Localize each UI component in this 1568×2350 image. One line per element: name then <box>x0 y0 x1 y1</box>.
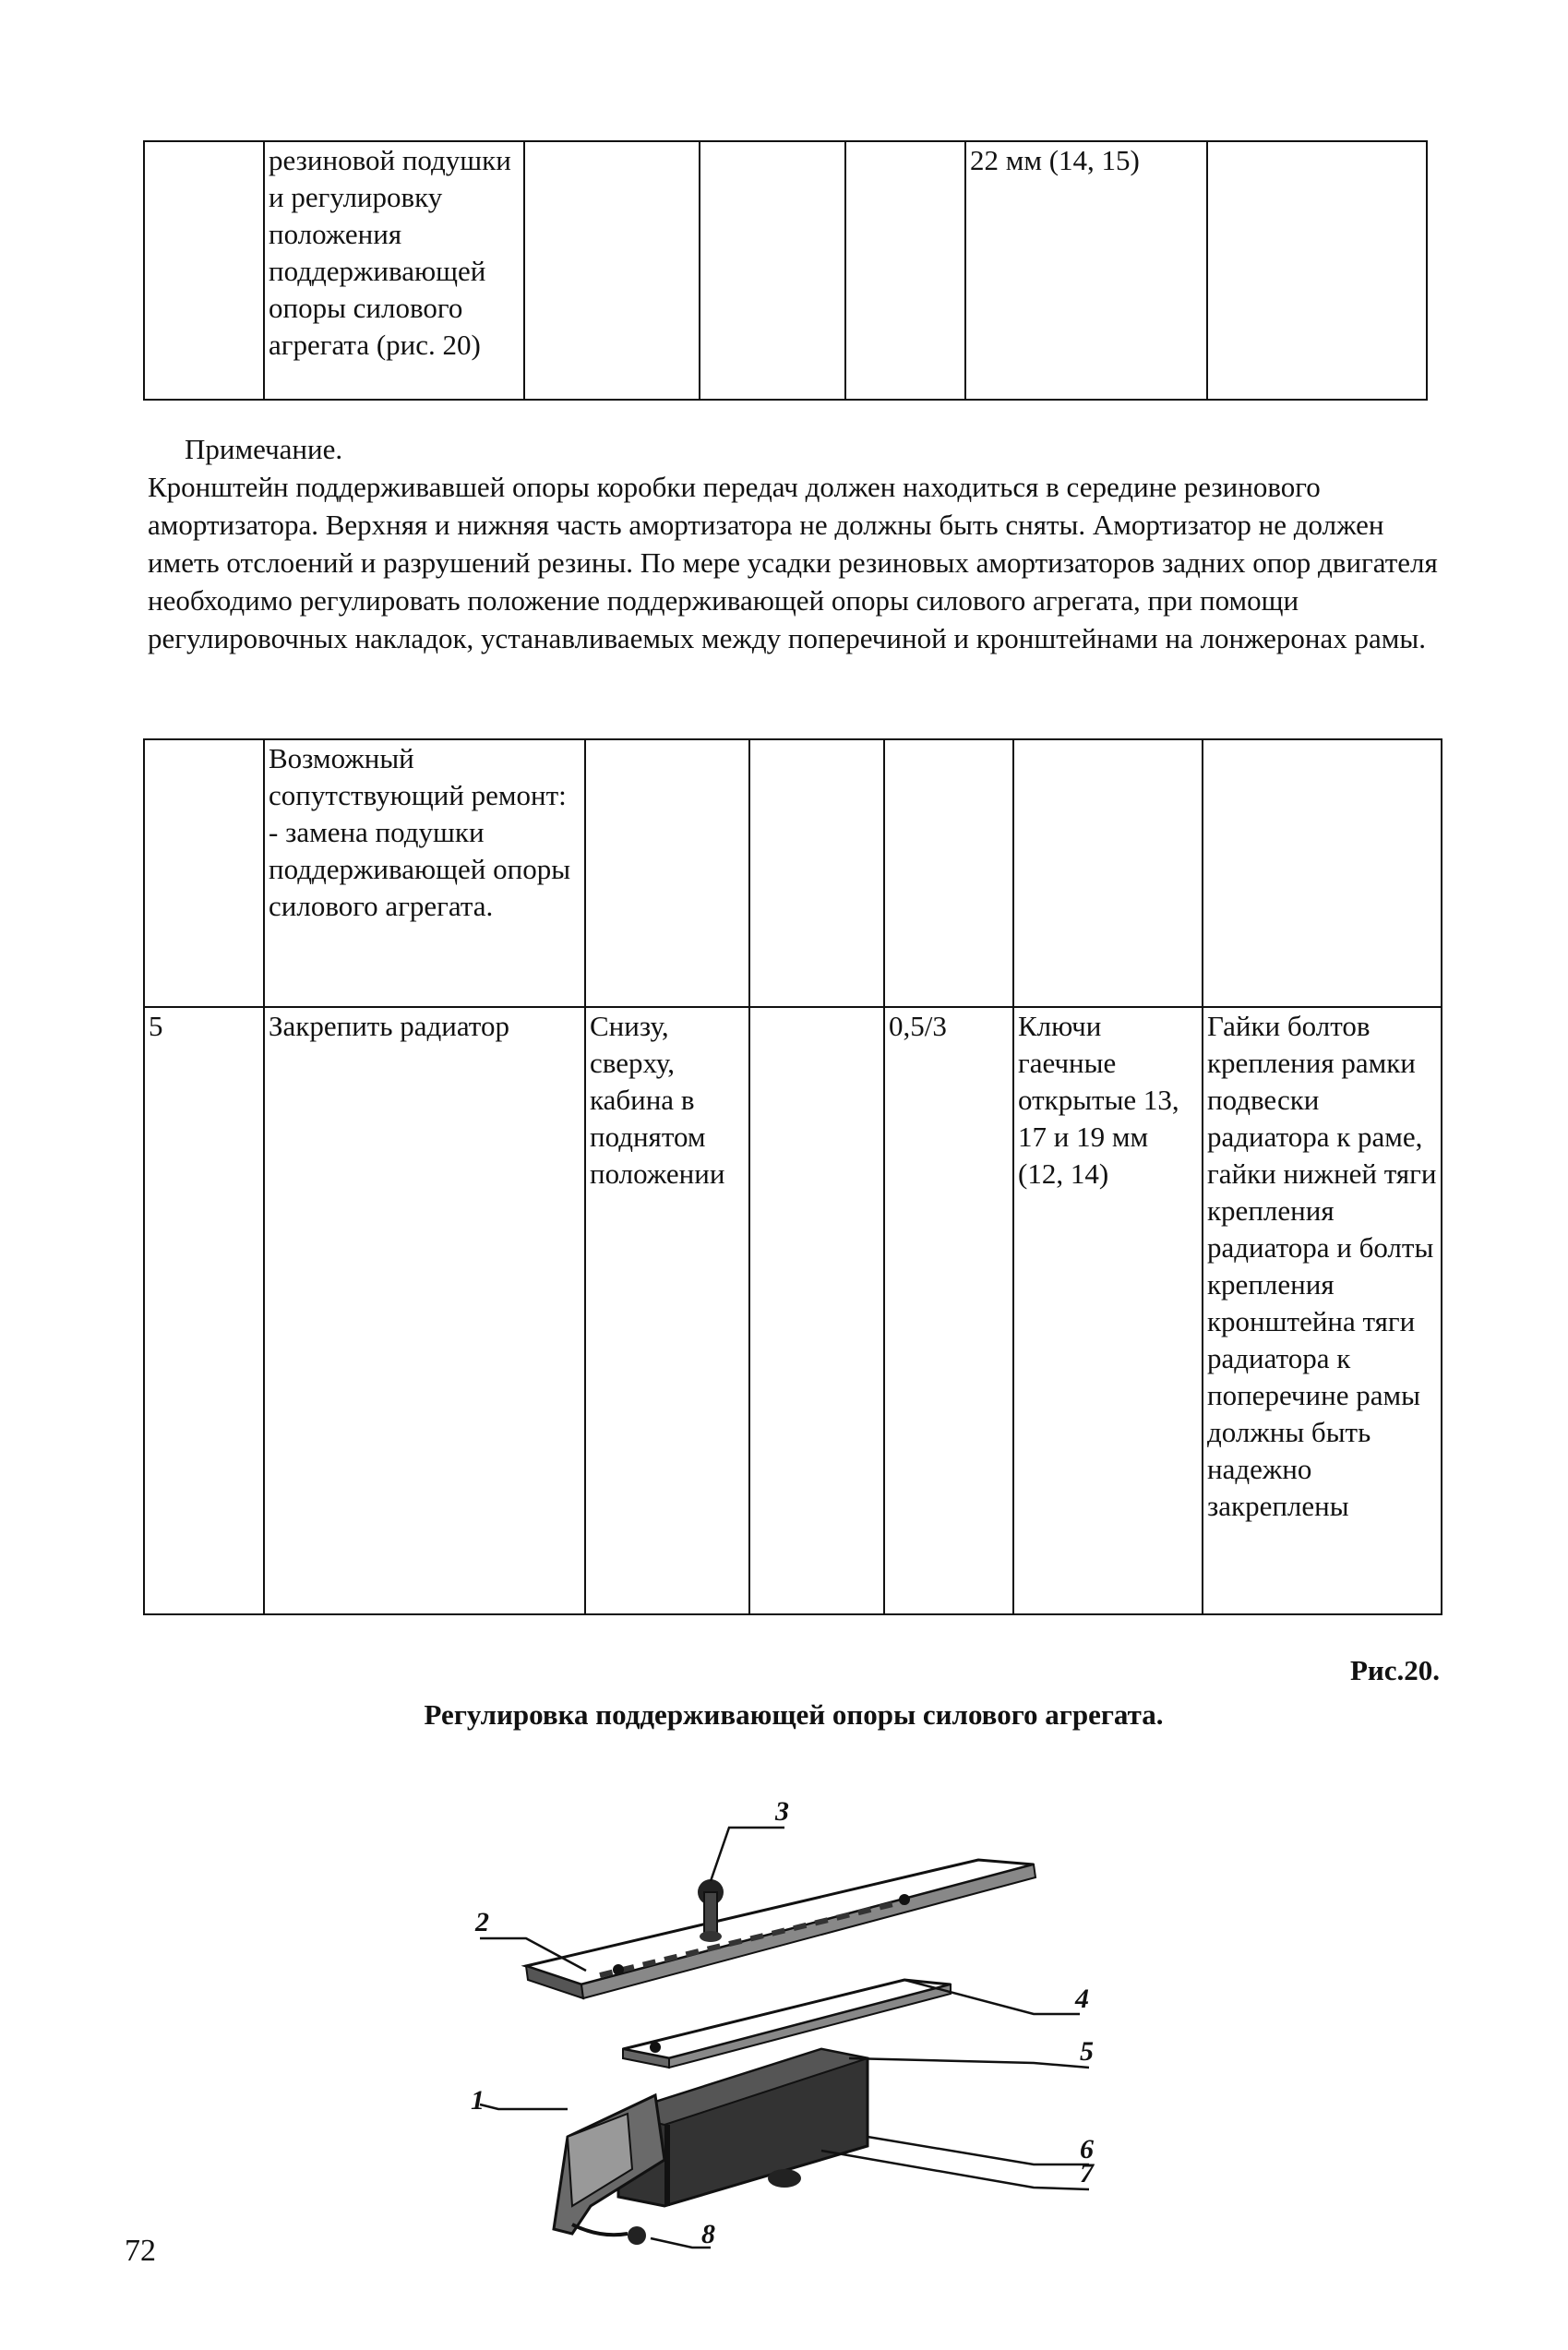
table-top-fragment <box>143 140 1428 401</box>
callout-5: 5 <box>1080 2036 1094 2067</box>
page-number: 72 <box>125 2234 156 2268</box>
table-cell: 5 <box>144 1007 264 1614</box>
table-cell <box>749 739 884 1007</box>
note-text: Кронштейн поддерживавшей опоры коробки передач должен находиться в середине резинового амортизатора. Верхняя и нижняя часть амортизатора не должны быть сняты. Амортизатор не должен иметь отслоений и разрушений резины. По мере усадки резиновых амортизаторов задних опор двигателя необходимо регулировать положение поддерживающей опоры силового агрегата, при помощи регулировочных накладок, устанавливаемых между поперечиной и кронштейнами на лонжеронах рамы. <box>148 471 1438 654</box>
table-cell: 0,5/3 <box>884 1007 1013 1614</box>
callout-3: 3 <box>775 1796 789 1827</box>
figure-title: Регулировка поддерживающей опоры силового агрегата. <box>424 1698 1164 1731</box>
table-cell: Снизу, сверху, кабина в поднятом положении <box>585 1007 749 1614</box>
callout-1: 1 <box>471 2085 485 2116</box>
table-cell <box>524 141 700 400</box>
callout-2: 2 <box>475 1907 489 1937</box>
shim-plate-part <box>623 1980 951 2068</box>
table-cell: Закрепить радиатор <box>264 1007 585 1614</box>
callout-8: 8 <box>701 2219 715 2249</box>
table-cell <box>1013 739 1203 1007</box>
table-cell: резиновой подушки и регулировку положения поддерживающей опоры силового агрегата (рис. 20) <box>264 141 524 400</box>
table-cell <box>700 141 845 400</box>
nut-part <box>628 2226 646 2245</box>
bracket-part <box>554 2095 664 2235</box>
table-cell: Гайки болтов крепления рамки подвески радиатора к раме, гайки нижней тяги крепления радиатора и болты крепления кронштейна тяги радиатора к поперечине рамы должны быть надежно закреплены <box>1203 1007 1442 1614</box>
table-cell <box>749 1007 884 1614</box>
rail-part <box>526 1860 1035 1998</box>
table-cell: 22 мм (14, 15) <box>965 141 1207 400</box>
table-main <box>143 738 1442 1615</box>
callout-6: 6 <box>1080 2134 1094 2164</box>
figure-number: Рис.20. <box>1349 1654 1440 1686</box>
table-cell <box>884 739 1013 1007</box>
table-cell <box>585 739 749 1007</box>
table-cell <box>1203 739 1442 1007</box>
table-cell <box>144 739 264 1007</box>
note-block <box>148 430 1458 657</box>
table-row <box>144 739 1442 1007</box>
table-cell: Ключи гаечные открытые 13, 17 и 19 мм (12, 14) <box>1013 1007 1203 1614</box>
note-heading: Примечание. <box>185 433 343 465</box>
callout-7: 7 <box>1080 2158 1094 2188</box>
callout-4: 4 <box>1075 1984 1089 2014</box>
table-cell <box>1207 141 1427 400</box>
support-assembly-drawing <box>388 1772 1181 2252</box>
figure-illustration <box>388 1772 1181 2252</box>
table-cell <box>845 141 965 400</box>
table-cell <box>144 141 264 400</box>
table-cell: Возможный сопутствующий ремонт: - замена подушки поддерживающей опоры силового агрегата. <box>264 739 585 1007</box>
table-row <box>144 141 1427 400</box>
table-row <box>144 1007 1442 1614</box>
